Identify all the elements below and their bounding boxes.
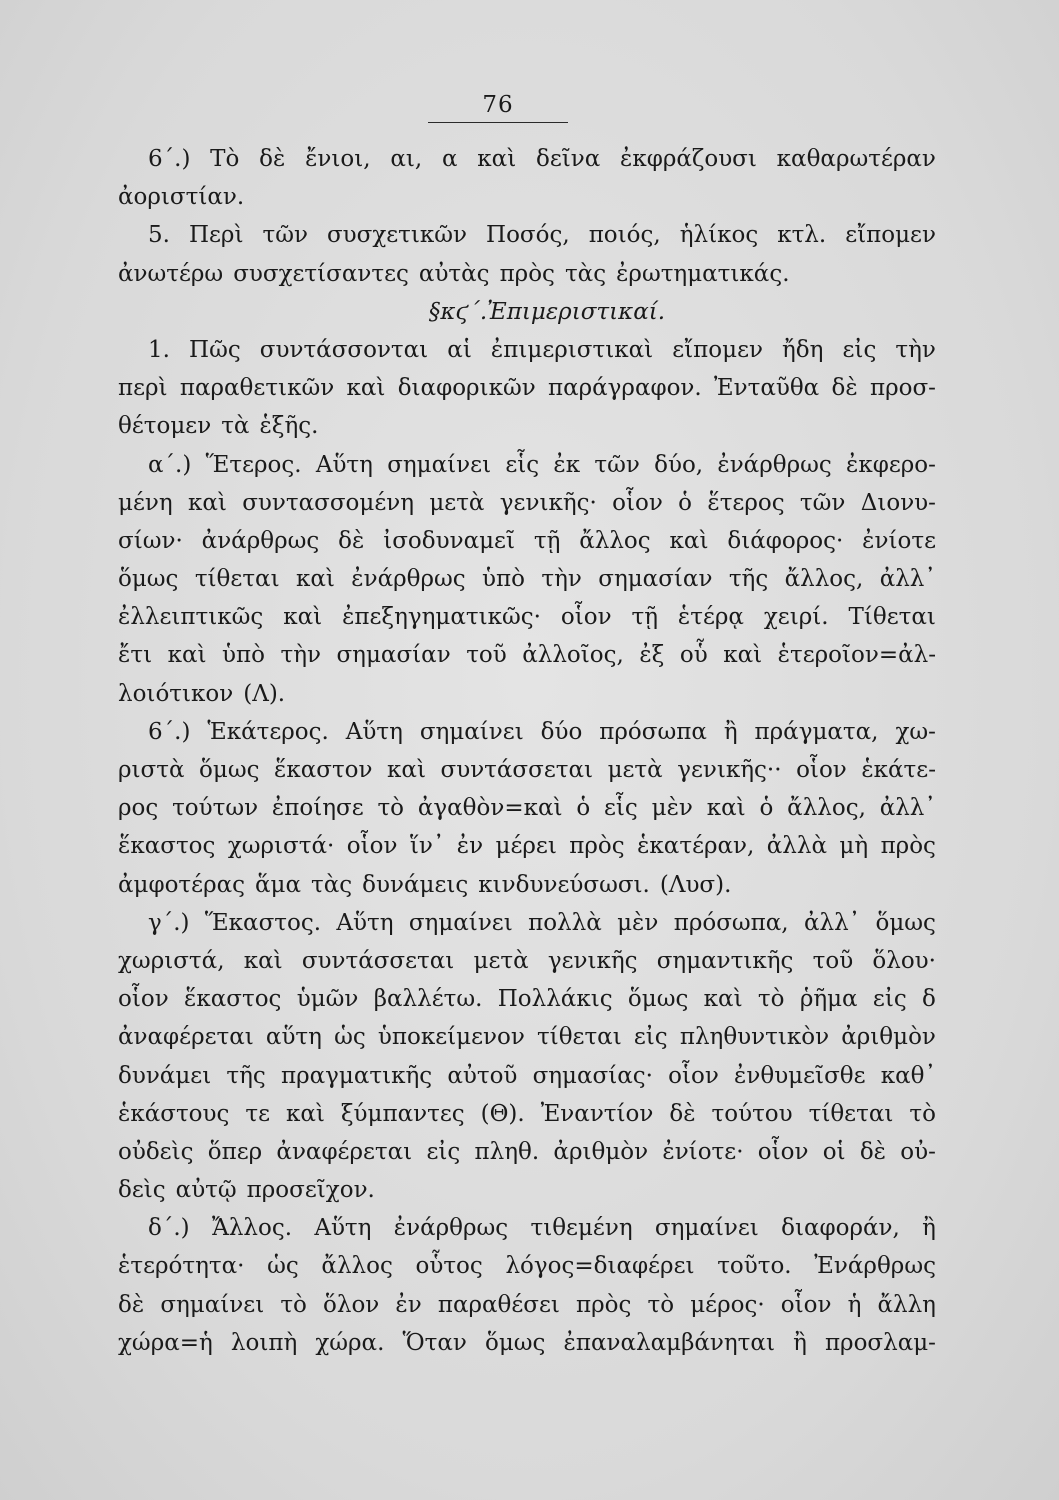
text-line: μένη καὶ συντασσομένη μετὰ γενικῆς· οἷον ὁ ἕτερος τῶν Διονυ-: [118, 489, 936, 516]
text-line: ἀοριστίαν.: [118, 184, 245, 211]
text-line: ἐλλειπτικῶς καὶ ἐπεξηγηματικῶς· οἷον τῇ ἑτέρᾳ χειρί. Τίθεται: [118, 604, 936, 631]
page-number: 76: [428, 92, 568, 123]
text-line: οἷον ἕκαστος ὑμῶν βαλλέτω. Πολλάκις ὅμως καὶ τὸ ῥῆμα εἰς δ: [118, 986, 936, 1013]
text-line: οὐδεὶς ὅπερ ἀναφέρεται εἰς πληθ. ἀριθμὸν ἐνίοτε· οἷον οἱ δὲ οὐ-: [118, 1138, 936, 1165]
text-line: ἔτι καὶ ὑπὸ τὴν σημασίαν τοῦ ἀλλοῖος, ἐξ οὗ καὶ ἑτεροῖον=ἀλ-: [118, 642, 936, 669]
text-line: ἀνωτέρω συσχετίσαντες αὐτὰς πρὸς τὰς ἐρωτηματικάς.: [118, 260, 790, 287]
text-line: δυνάμει τῆς πραγματικῆς αὐτοῦ σημασίας· οἷον ἐνθυμεῖσθε καθ᾽: [118, 1062, 936, 1089]
text-line: ρος τούτων ἐποίησε τὸ ἀγαθὸν=καὶ ὁ εἷς μὲν καὶ ὁ ἄλλος, ἀλλ᾽: [118, 795, 936, 822]
text-line: α΄.) Ἕτερος. Αὕτη σημαίνει εἷς ἐκ τῶν δύο, ἐνάρθρως ἐκφερο-: [148, 451, 936, 478]
page-number-header: [428, 92, 568, 123]
text-line: 6΄.) Ἑκάτερος. Αὕτη σημαίνει δύο πρόσωπα ἢ πράγματα, χω-: [148, 718, 936, 745]
text-line: χώρα=ἡ λοιπὴ χώρα. Ὅταν ὅμως ἐπαναλαμβάνηται ἢ προσλαμ-: [118, 1329, 936, 1356]
text-line: 6΄.) Τὸ δὲ ἔνιοι, αι, α καὶ δεῖνα ἐκφράζουσι καθαρωτέραν: [148, 146, 936, 172]
text-line: ἕκαστος χωριστά· οἷον ἵν᾽ ἐν μέρει πρὸς ἑκατέραν, ἀλλὰ μὴ πρὸς: [118, 833, 936, 860]
text-line: ἀμφοτέρας ἅμα τὰς δυνάμεις κινδυνεύσωσι. (Λυσ).: [118, 871, 732, 898]
text-line: δεὶς αὐτῷ προσεῖχον.: [118, 1177, 375, 1204]
text-line: ἑκάστους τε καὶ ξύμπαντες (Θ). Ἐναντίον δὲ τούτου τίθεται τὸ: [118, 1100, 936, 1127]
text-line: περὶ παραθετικῶν καὶ διαφορικῶν παράγραφον. Ἐνταῦθα δὲ προσ-: [118, 375, 936, 402]
text-line: λοιότικον (Λ).: [118, 680, 286, 707]
text-line: σίων· ἀνάρθρως δὲ ἰσοδυναμεῖ τῇ ἄλλος καὶ διάφορος· ἐνίοτε: [118, 527, 936, 554]
text-line: ἑτερότητα· ὡς ἄλλος οὗτος λόγος=διαφέρει τοῦτο. Ἐνάρθρως: [118, 1253, 936, 1280]
text-line: γ΄.) Ἕκαστος. Αὕτη σημαίνει πολλὰ μὲν πρόσωπα, ἀλλ᾽ ὅμως: [148, 909, 936, 936]
text-line: ἀναφέρεται αὕτη ὡς ὑποκείμενον τίθεται εἰς πληθυντικὸν ἀριθμὸν: [118, 1024, 936, 1051]
text-line: δὲ σημαίνει τὸ ὅλον ἐν παραθέσει πρὸς τὸ μέρος· οἷον ἡ ἄλλη: [118, 1291, 936, 1318]
text-line: ριστὰ ὅμως ἕκαστον καὶ συντάσσεται μετὰ γενικῆς·· οἷον ἑκάτε-: [118, 757, 936, 783]
text-line: δ΄.) Ἄλλος. Αὕτη ἐνάρθρως τιθεμένη σημαίνει διαφοράν, ἢ: [148, 1215, 936, 1242]
text-line: 5. Περὶ τῶν συσχετικῶν Ποσός, ποιός, ἡλίκος κτλ. εἴπομεν: [148, 222, 936, 249]
text-line: § κϛ΄. Ἐπιμεριστικαί.: [428, 298, 666, 325]
text-line: 1. Πῶς συντάσσονται αἱ ἐπιμεριστικαὶ εἴπομεν ἤδη εἰς τὴν: [148, 336, 936, 363]
text-line: θέτομεν τὰ ἑξῆς.: [118, 413, 319, 440]
text-line: χωριστά, καὶ συντάσσεται μετὰ γενικῆς σημαντικῆς τοῦ ὅλου·: [118, 947, 936, 974]
text-line: ὅμως τίθεται καὶ ἐνάρθρως ὑπὸ τὴν σημασίαν τῆς ἄλλος, ἀλλ᾽: [118, 566, 936, 593]
body-text: [118, 140, 936, 1362]
